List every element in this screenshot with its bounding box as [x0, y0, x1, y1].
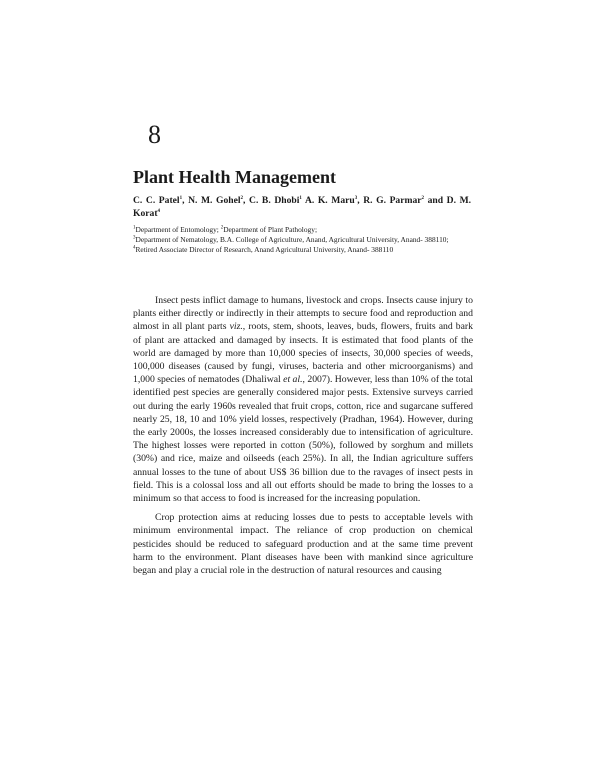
affiliation-text: Retired Associate Director of Research, Anand Agricultural University, Anand- 388110 [135, 245, 394, 254]
affiliation-line [133, 245, 473, 255]
author-mark: 4 [157, 208, 161, 214]
author-name: A. K. Maru [304, 195, 355, 206]
affiliation-text: Department of Nematology, B.A. College of Agriculture, Anand, Agricultural University, Anand- 388110; [135, 235, 449, 244]
author-name: C. B. Dhobi [249, 195, 300, 206]
author-list: C. C. Patel$^1$, N. M. Gohel$^2$, C. B. Dhobi$^1$ A. K. Maru$^3$, R. G. Parmar$^2$ and D. M. Korat$^4$ [133, 195, 472, 219]
author-mark: 2 [421, 195, 425, 201]
author-mark: 2 [240, 195, 244, 201]
affiliation-line [133, 225, 473, 235]
affiliation-mark: 1 [133, 225, 136, 231]
paragraph-text: Insect pests inflict damage to humans, livestock and crops. Insects cause injury to plants either directly or indirectly in their attempts to secure food and reproduction and almost in all plant parts [133, 295, 473, 333]
author-mark: 1 [179, 195, 183, 201]
paragraph-insect-pests [133, 294, 473, 505]
author-name: N. M. Gohel [188, 195, 241, 206]
author-name: C. C. Patel [133, 195, 180, 206]
paragraph-crop-protection: Crop protection aims at reducing losses due to pests to acceptable levels with minimum environmental impact. The reliance of crop production on chemical pesticides should be reduced to safeguard production and at the same time prevent harm to the environment. Plant diseases have been with mankind since agriculture began and play a crucial role in the destruction of natural resources and causing [133, 512, 473, 577]
affiliation-text: Department of Plant Pathology; [223, 225, 317, 234]
body-text [133, 294, 473, 583]
author-name: R. G. Parmar [363, 195, 422, 206]
affiliation-mark: 4 [133, 245, 136, 251]
author-name: D. M. Korat [133, 195, 472, 219]
affiliation-line [133, 235, 473, 245]
chapter-number: 8 [148, 120, 161, 149]
affiliation-text: Department of Entomology; [135, 225, 221, 234]
author-mark: 1 [299, 195, 302, 201]
author-mark: 3 [354, 195, 358, 201]
affiliation-mark: 3 [133, 235, 136, 241]
paragraph-italic: viz. [229, 321, 243, 333]
affiliations [133, 225, 473, 255]
paragraph-italic: et al. [283, 374, 303, 386]
paragraph-text: , roots, stem, shoots, leaves, buds, flowers, fruits and bark of plant are attacked and damaged by insects. It is estimated that food plants of the world are damaged by more than 10,000 species of insects, 30,000 species of weeds, 100,000 diseases (caused by fungi, viruses, bacteria and other microorganisms) and 1,000 species of nematodes (Dhaliwal [133, 321, 473, 386]
affiliation-mark: 2 [220, 225, 224, 231]
paragraph-text: , 2007). However, less than 10% of the total identified pest species are generally considered major pests. Extensive surveys carried out during the early 1960s revealed that fruit crops, cotton, rice and sugarcane suffered nearly 25, 18, 10 and 10% yield losses, respectively (Pradhan, 1964). However, during the early 2000s, the losses increased considerably due to intensification of agriculture. The highest losses were reported in cotton (50%), followed by sorghum and millets (30%) and rice, maize and oilseeds (each 25%). In all, the Indian agriculture suffers annual losses to the tune of about US$ 36 billion due to the ravages of insect pests in field. This is a colossal loss and all out efforts should be made to bring the losses to a minimum so that access to food is increased for the increasing population. [133, 374, 473, 505]
chapter-title: Plant Health Management [133, 167, 336, 187]
